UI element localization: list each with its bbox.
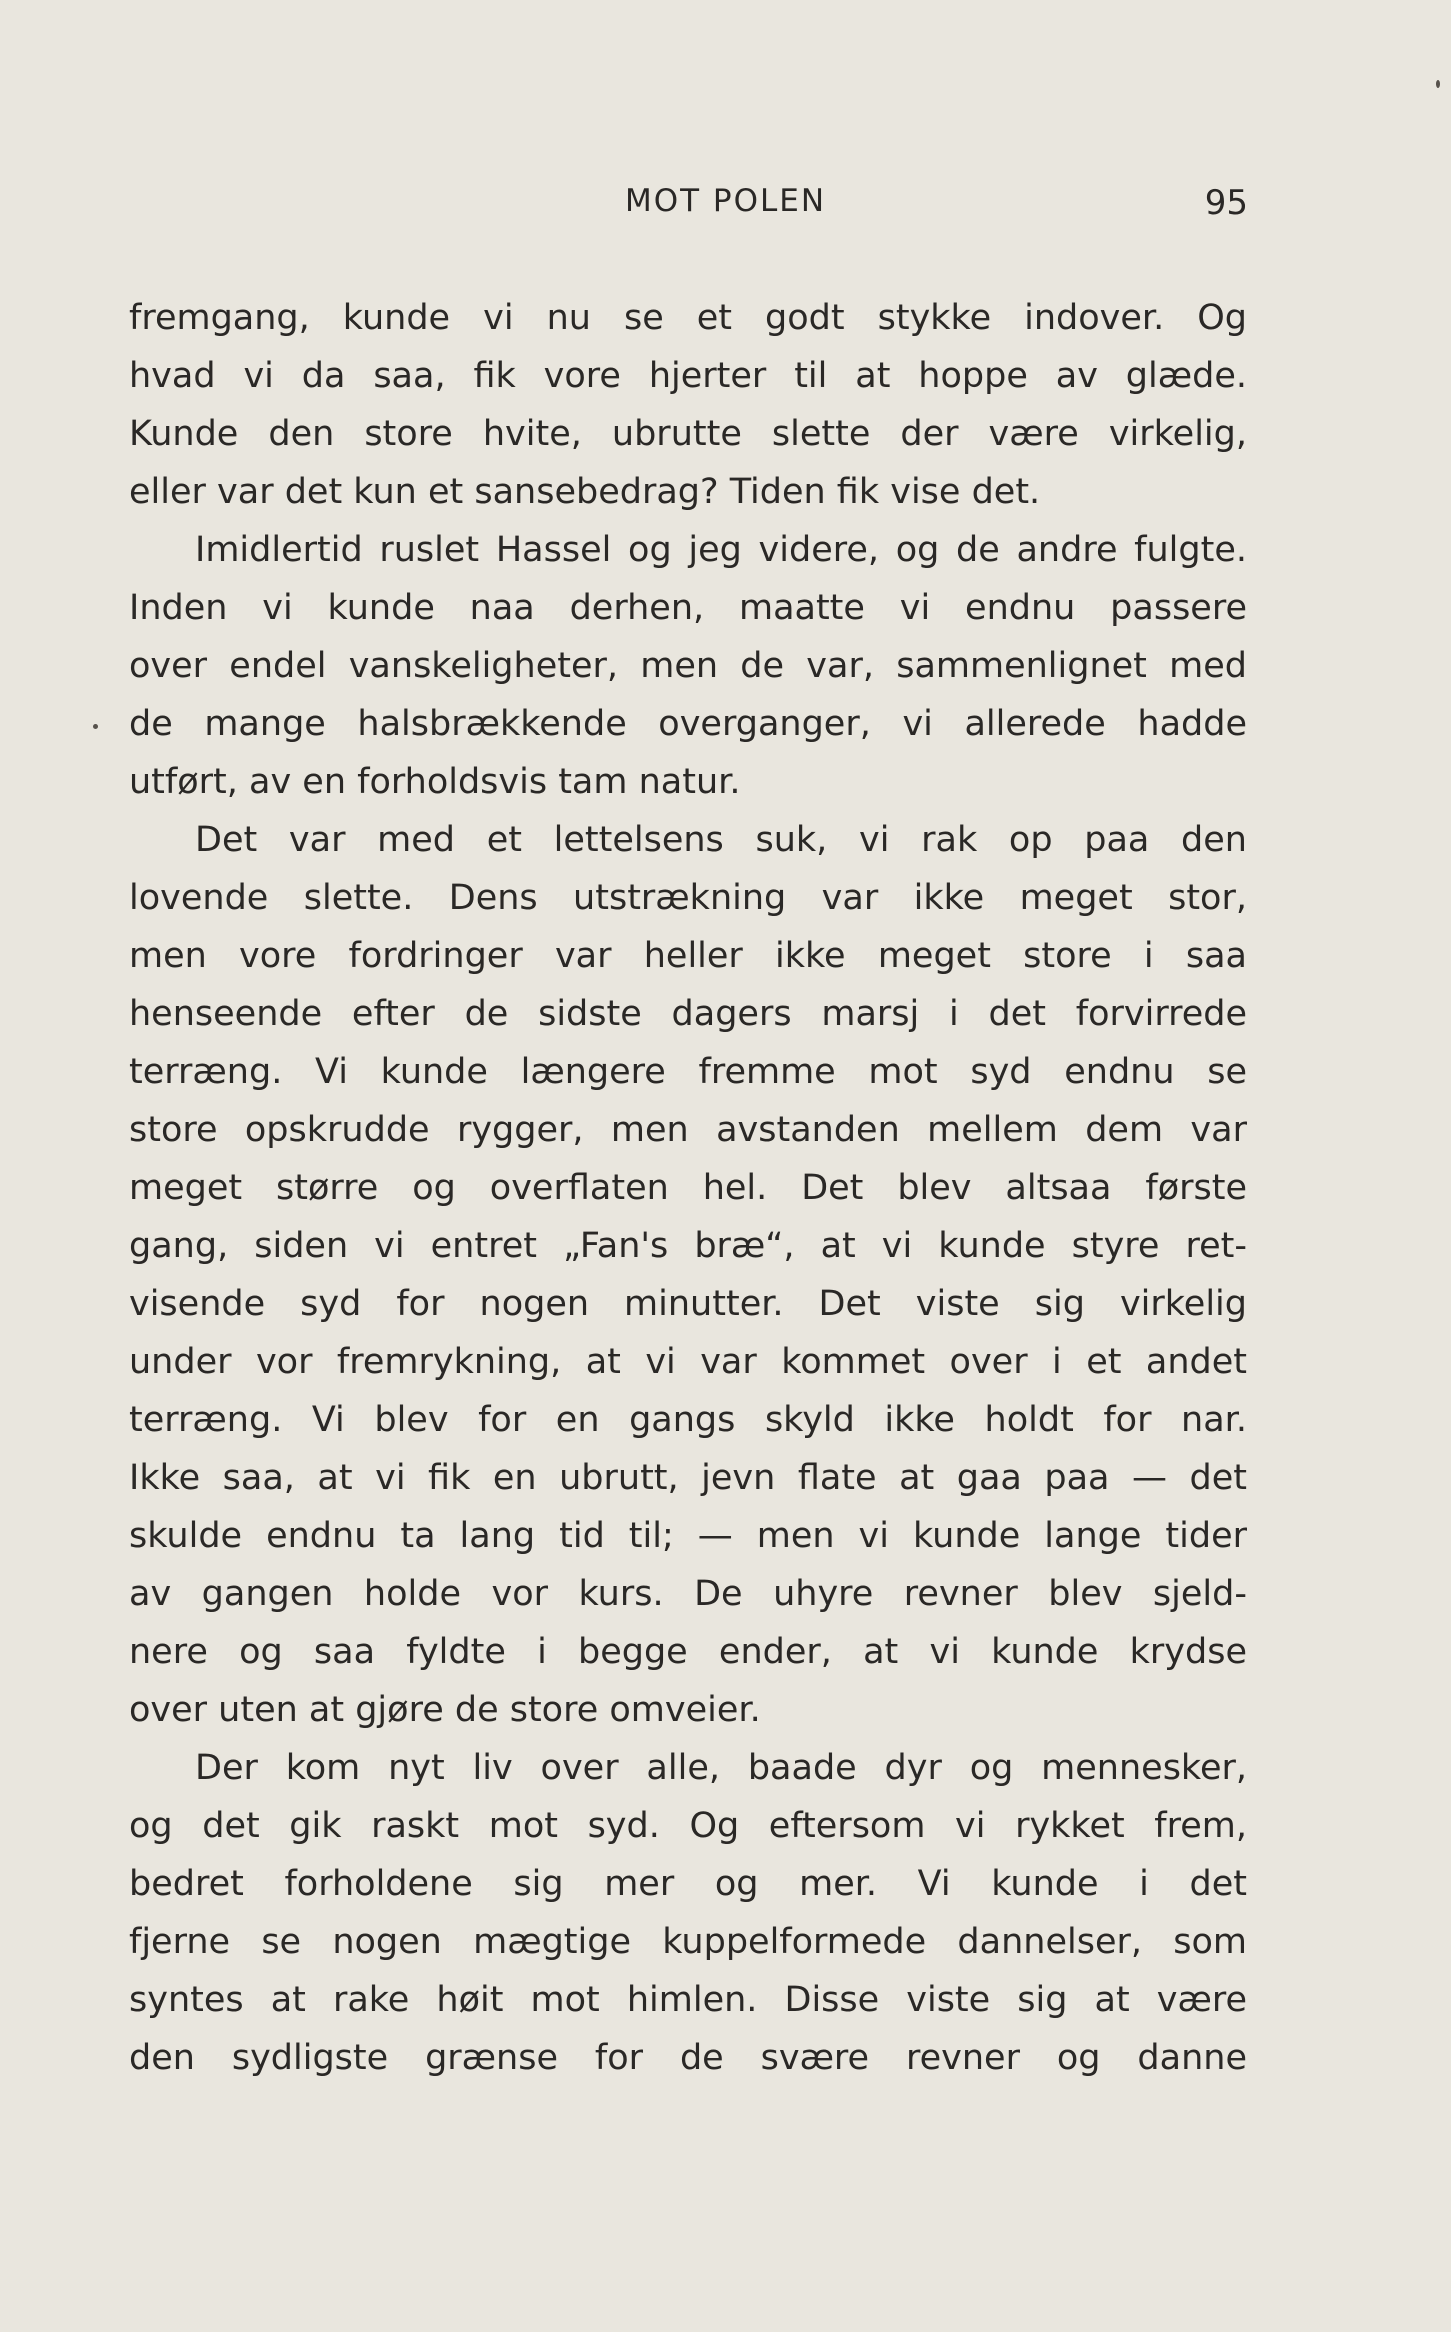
text-line: visende syd for nogen minutter. Det viste sig virkelig [129,1284,1247,1324]
text-line: bedret forholdene sig mer og mer. Vi kunde i det [129,1864,1247,1904]
text-line: fremgang, kunde vi nu se et godt stykke indover. Og [129,298,1247,338]
paragraph-first-line: Der kom nyt liv over alle, baade dyr og mennesker, [195,1748,1247,1788]
text-line: Kunde den store hvite, ubrutte slette der være virkelig, [129,414,1247,454]
text-line: utført, av en forholdsvis tam natur. [129,762,741,802]
text-line: lovende slette. Dens utstrækning var ikke meget stor, [129,878,1247,918]
text-line: henseende efter de sidste dagers marsj i det forvirrede [129,994,1247,1034]
text-line: og det gik raskt mot syd. Og eftersom vi rykket frem, [129,1806,1247,1846]
text-line: av gangen holde vor kurs. De uhyre revner blev sjeld- [129,1574,1247,1614]
page-number: 95 [1204,183,1248,223]
paragraph-first-line: Det var med et lettelsens suk, vi rak op paa den [195,820,1247,860]
text-line: hvad vi da saa, fik vore hjerter til at hoppe av glæde. [129,356,1247,396]
text-line: den sydligste grænse for de svære revner og danne [129,2038,1247,2078]
running-title: MOT POLEN [624,183,827,219]
text-line: Ikke saa, at vi fik en ubrutt, jevn flate at gaa paa — det [129,1458,1247,1498]
text-line: syntes at rake høit mot himlen. Disse viste sig at være [129,1980,1247,2020]
text-line: Inden vi kunde naa derhen, maatte vi endnu passere [129,588,1247,628]
text-line: terræng. Vi blev for en gangs skyld ikke holdt for nar. [129,1400,1247,1440]
text-line: nere og saa fyldte i begge ender, at vi kunde krydse [129,1632,1247,1672]
text-line: gang, siden vi entret „Fan's bræ“, at vi kunde styre ret- [129,1226,1247,1266]
text-line: store opskrudde rygger, men avstanden mellem dem var [129,1110,1247,1150]
text-line: de mange halsbrækkende overganger, vi allerede hadde [129,704,1247,744]
text-line: under vor fremrykning, at vi var kommet over i et andet [129,1342,1247,1382]
text-line: over endel vanskeligheter, men de var, sammenlignet med [129,646,1247,686]
body-text [129,289,1247,2087]
print-speck [1436,80,1440,88]
text-line: meget større og overflaten hel. Det blev altsaa første [129,1168,1247,1208]
text-line: fjerne se nogen mægtige kuppelformede dannelser, som [129,1922,1247,1962]
text-line: men vore fordringer var heller ikke meget store i saa [129,936,1247,976]
text-line: skulde endnu ta lang tid til; — men vi kunde lange tider [129,1516,1247,1556]
paragraph-first-line: Imidlertid ruslet Hassel og jeg videre, og de andre fulgte. [195,530,1247,570]
running-head [0,183,1451,233]
print-speck [93,724,98,729]
text-line: terræng. Vi kunde længere fremme mot syd endnu se [129,1052,1247,1092]
text-line: over uten at gjøre de store omveier. [129,1690,761,1730]
text-line: eller var det kun et sansebedrag? Tiden fik vise det. [129,472,1041,512]
